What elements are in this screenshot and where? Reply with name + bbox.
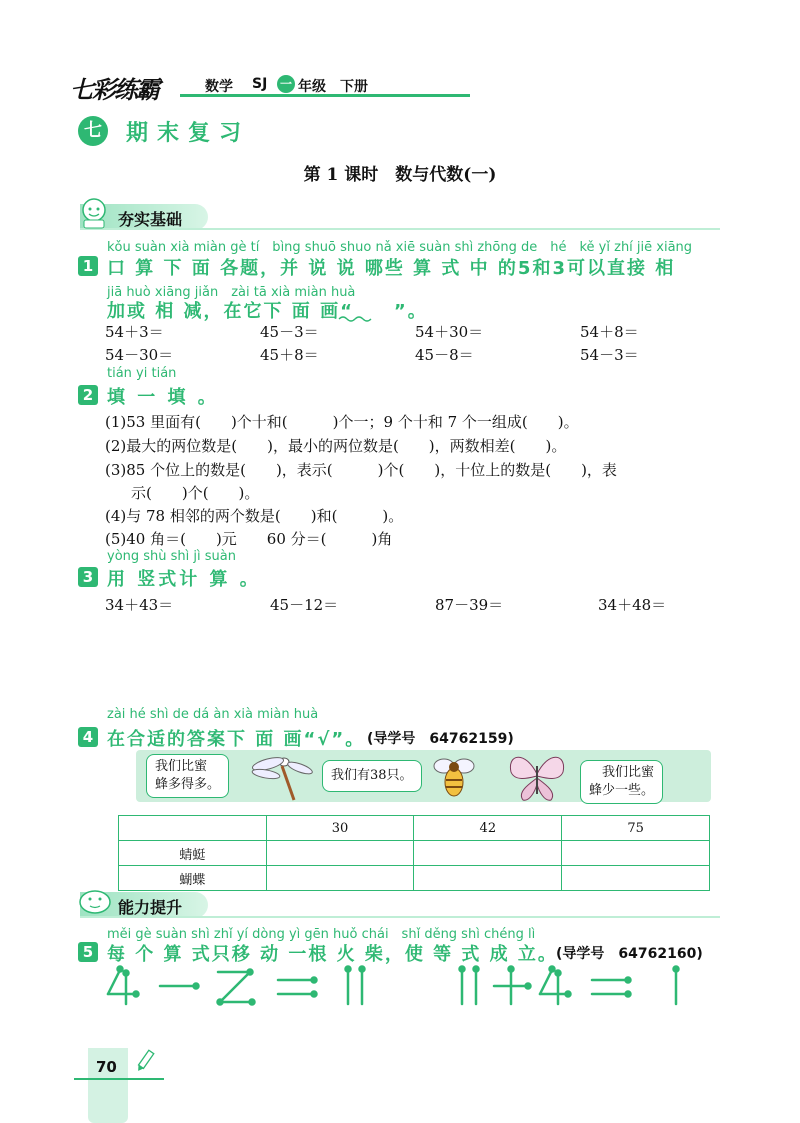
table-row-label: 蝴蝶 <box>119 866 267 891</box>
table-row <box>119 866 710 891</box>
q1-pinyin-2: jiā huò xiāng jiǎn zài tā xià miàn huà <box>107 285 356 300</box>
chapter-title: 期末复习 <box>126 121 251 146</box>
q5-reference-number: (导学号 64762160) <box>556 946 703 962</box>
q1-item: 45－3＝ <box>260 323 319 341</box>
q3-item: 45－12＝ <box>270 596 339 614</box>
q2-line-4: (4)与 78 相邻的两个数是( )和( )。 <box>105 507 404 525</box>
butterfly-speech-bubble: 我们比蜜 蜂少一些。 <box>580 760 663 804</box>
q5-instruction: 每 个 算 式只移 动 一根 火 柴，使 等 式 成 立。 <box>107 944 558 965</box>
student-mascot-icon <box>76 196 112 230</box>
table-header-cell: 30 <box>266 816 414 841</box>
q2-line-2: (2)最大的两位数是( )，最小的两位数是( )，两数相差( )。 <box>105 437 567 455</box>
matchstick-equation-1 <box>100 964 390 1012</box>
q3-item: 34＋48＝ <box>598 596 667 614</box>
q2-line-1: (1)53 里面有( )个十和( )个一；9 个十和 7 个一组成( )。 <box>105 413 579 431</box>
butterfly-icon <box>505 748 569 804</box>
table-row-label: 蜻蜓 <box>119 841 267 866</box>
answer-cell[interactable] <box>414 841 562 866</box>
q2-number-badge: 2 <box>78 385 98 405</box>
answer-table <box>118 815 710 891</box>
answer-cell[interactable] <box>562 866 710 891</box>
brand-logo: 七彩练霸 <box>70 76 158 104</box>
dragonfly-speech-bubble: 我们比蜜 蜂多得多。 <box>146 754 229 798</box>
pencil-icon <box>134 1048 156 1074</box>
q2-line-3: (3)85 个位上的数是( )，表示( )个( )，十位上的数是( )，表 <box>105 461 617 479</box>
q3-item: 34＋43＝ <box>105 596 174 614</box>
cartoon-animal-icon <box>76 884 114 918</box>
q2-pinyin: tián yi tián <box>107 366 177 381</box>
q1-item: 54＋30＝ <box>415 323 484 341</box>
bee-speech-bubble: 我们有38只。 <box>322 760 422 792</box>
q1-pinyin-1: kǒu suàn xià miàn gè tí bìng shuō shuo nǎ xiē suàn shì zhōng de hé kě yǐ zhí jiē xiāng <box>107 240 693 255</box>
grade-label: 年级 <box>298 79 326 95</box>
answer-cell[interactable] <box>414 866 562 891</box>
q1-item: 54＋8＝ <box>580 323 639 341</box>
volume-label: 下册 <box>340 79 368 95</box>
q1-row-1 <box>0 321 800 341</box>
q3-pinyin: yòng shù shì jì suàn <box>107 549 236 564</box>
q1-item: 54－30＝ <box>105 346 174 364</box>
subject-label: 数学 <box>205 79 233 95</box>
q3-instruction: 用 竖式计 算 。 <box>107 569 261 590</box>
q3-item: 87－39＝ <box>435 596 504 614</box>
section-title-advanced: 能力提升 <box>118 898 183 917</box>
header-bar <box>70 74 400 104</box>
answer-cell[interactable] <box>562 841 710 866</box>
q3-row <box>0 594 800 614</box>
edition-label: SJ <box>252 76 268 92</box>
q1-instruction-1: 口 算 下 面 各题，并 说 说 哪些 算 式 中 的5和3可以直接 相 <box>107 258 676 279</box>
q4-pinyin: zài hé shì de dá àn xià miàn huà <box>107 707 319 722</box>
table-header-cell <box>119 816 267 841</box>
section-title-basics: 夯实基础 <box>118 210 183 229</box>
answer-cell[interactable] <box>266 866 414 891</box>
q5-number-badge: 5 <box>78 942 98 962</box>
q2-line-5: (5)40 角＝( )元 60 分＝( )角 <box>105 530 393 548</box>
q5-pinyin: měi gè suàn shì zhǐ yí dòng yì gēn huǒ chái shǐ děng shì chéng lì <box>107 927 536 942</box>
answer-cell[interactable] <box>266 841 414 866</box>
dragonfly-icon <box>248 752 314 804</box>
q4-number-badge: 4 <box>78 727 98 747</box>
q1-item: 54＋3＝ <box>105 323 164 341</box>
q1-number-badge: 1 <box>78 256 98 276</box>
matchstick-equation-2 <box>452 964 692 1012</box>
page-number: 70 <box>96 1058 117 1076</box>
q1-instruction-2: 加或 相 减，在它下 面 画“ ”。 <box>107 301 428 322</box>
lesson-title: 第 1 课时 数与代数(一) <box>303 165 497 185</box>
q3-number-badge: 3 <box>78 567 98 587</box>
table-row <box>119 841 710 866</box>
chapter-number-badge: 七 <box>78 116 108 146</box>
q2-line-3-cont: 示( )个( )。 <box>131 484 260 502</box>
table-header-cell: 42 <box>414 816 562 841</box>
q4-instruction: 在合适的答案下 面 画“√”。 <box>107 729 366 750</box>
q2-instruction: 填 一 填 。 <box>107 387 219 408</box>
footer-line <box>74 1078 164 1080</box>
q1-item: 45＋8＝ <box>260 346 319 364</box>
q1-row-2 <box>0 344 800 364</box>
bee-icon <box>428 750 480 806</box>
q4-reference-number: (导学号 64762159) <box>367 731 514 747</box>
grade-circle: 一 <box>277 75 295 93</box>
q1-item: 54－3＝ <box>580 346 639 364</box>
q1-item: 45－8＝ <box>415 346 474 364</box>
table-header-row <box>119 816 710 841</box>
table-header-cell: 75 <box>562 816 710 841</box>
